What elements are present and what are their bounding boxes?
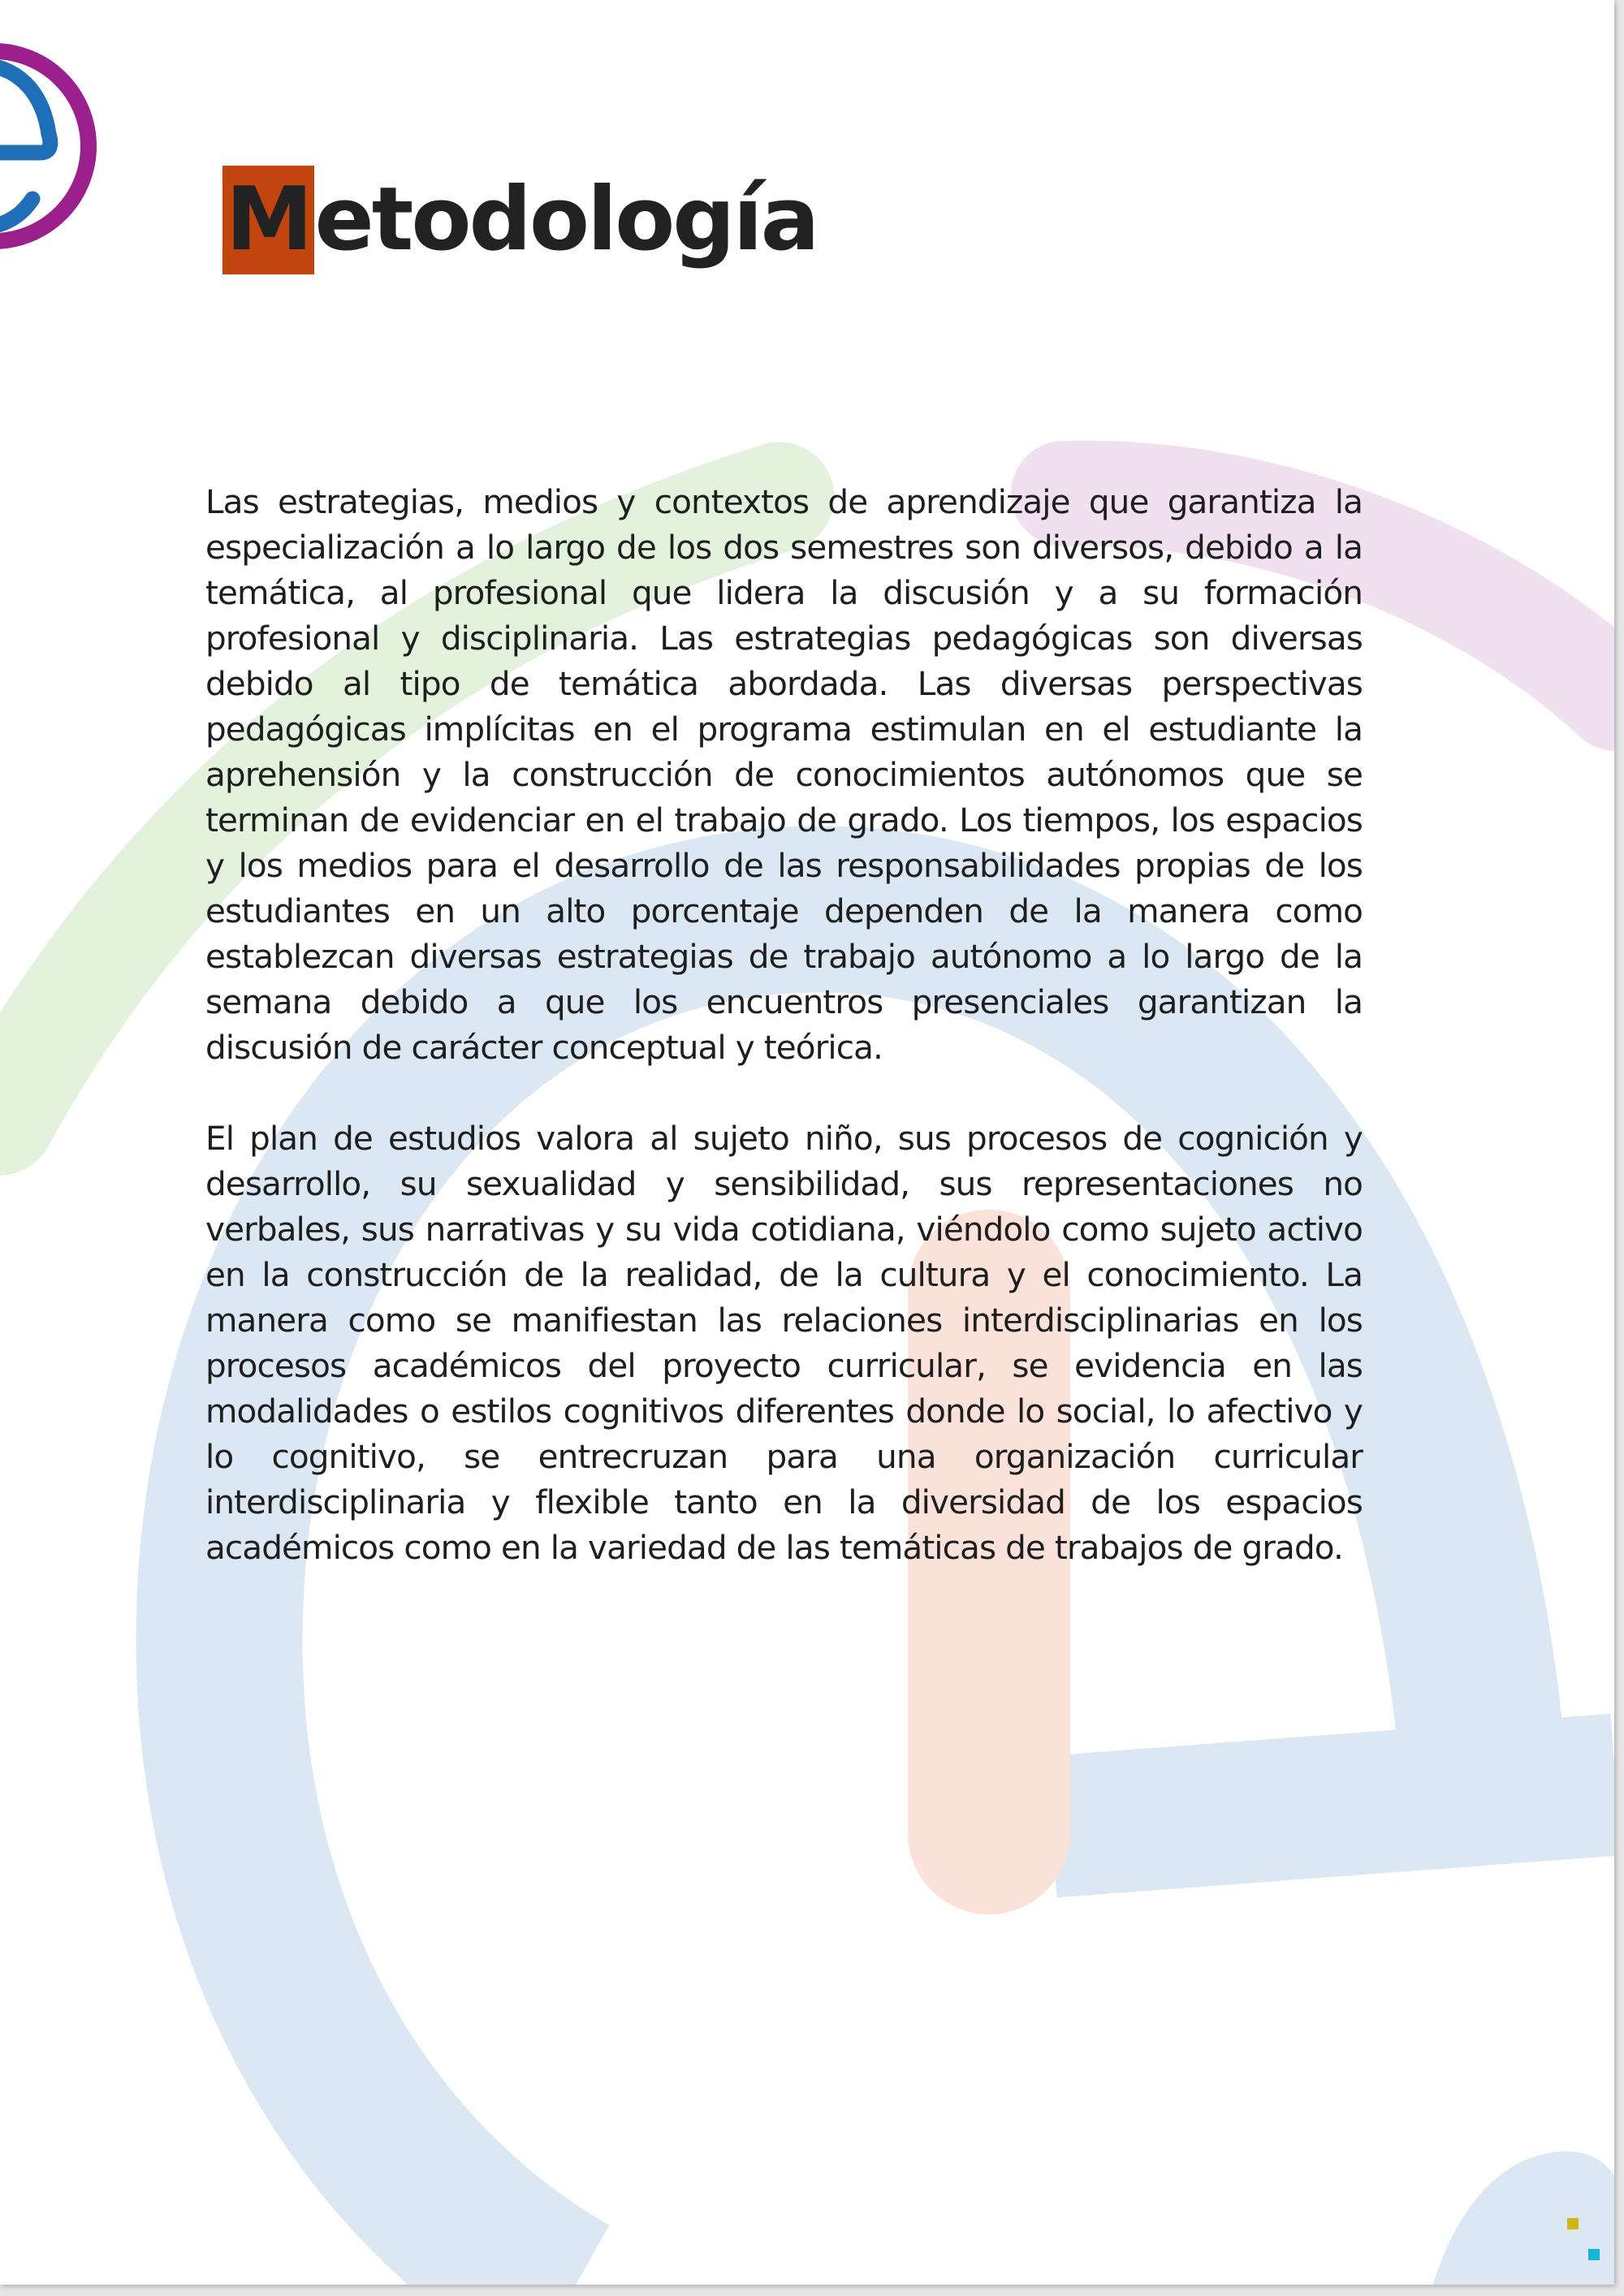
title-rest: etodología: [314, 169, 818, 270]
corner-square-cyan: [1588, 2249, 1600, 2260]
paragraph: Las estrategias, medios y contextos de aprendizaje que garantiza la especialización a lo largo de los dos semestres son diversos, debido a la temática, al profesional que lidera la discusión y a su formación profesional y disciplinaria. Las estrategias pedagógicas son diversas debido al tipo de temática abordada. Las diversas perspectivas pedagógicas implícitas en el programa estimulan en el estudiante la aprehensión y la construcción de conocimientos autónomos que se terminan de evidenciar en el trabajo de grado. Los tiempos, los espacios y los medios para el desarrollo de las responsabilidades propias de los estudiantes en un alto porcentaje dependen de la manera como establezcan diversas estrategias de trabajo autónomo a lo largo de la semana debido a que los encuentros presenciales garantizan la discusión de carácter conceptual y teórica.: [205, 482, 1363, 1067]
title-initial: M: [222, 166, 314, 274]
body-text: [205, 479, 1363, 1616]
paragraph: El plan de estudios valora al sujeto niño, sus procesos de cognición y desarrollo, su sexualidad y sensibilidad, sus representaciones no verbales, sus narrativas y su vida cotidiana, viéndolo como sujeto activo en la construcción de la realidad, de la cultura y el conocimiento. La manera como se manifiestan las relaciones interdisciplinarias en los procesos académicos del proyecto curricular, se evidencia en las modalidades o estilos cognitivos diferentes donde lo social, lo afectivo y lo cognitivo, se entrecruzan para una organización curricular interdisciplinaria y flexible tanto en la diversidad de los espacios académicos como en la variedad de las temáticas de trabajos de grado.: [205, 1119, 1363, 1567]
e-logo-icon: [0, 51, 89, 241]
page-title: [222, 159, 818, 281]
corner-square-yellow: [1567, 2218, 1579, 2229]
